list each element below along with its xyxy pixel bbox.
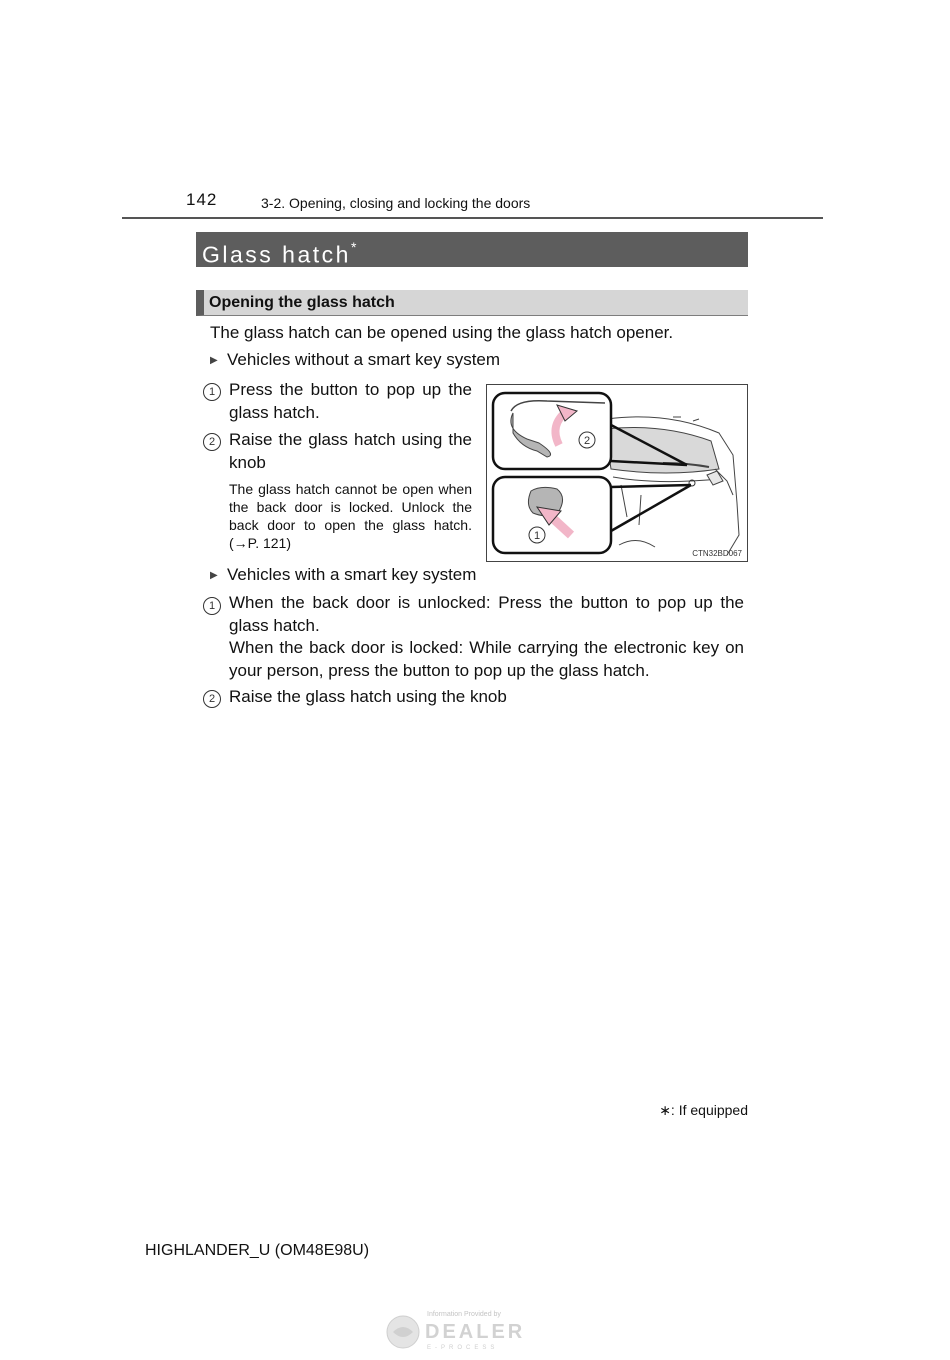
locked-note: The glass hatch cannot be open when the back door is locked. Unlock the back door to open the glass hatch. (→P. 121) <box>229 481 472 551</box>
watermark-small-text: Information Provided by <box>427 1311 501 1318</box>
page-title <box>196 232 748 267</box>
right-triangle-bullet-icon: ▶ <box>210 354 218 366</box>
intro-text: The glass hatch can be opened using the glass hatch opener. <box>210 323 674 342</box>
watermark-brand: DEALER <box>425 1321 526 1343</box>
equipped-asterisk: * <box>350 239 357 255</box>
glass-hatch-illustration <box>486 384 748 562</box>
step-number-1: 1 <box>203 597 221 615</box>
step-number-2: 2 <box>203 433 221 451</box>
smart-key-step-2: Raise the glass hatch using the knob <box>229 687 507 706</box>
model-code: HIGHLANDER_U (OM48E98U) <box>145 1242 370 1259</box>
watermark-sub: E-PROCESS <box>427 1345 499 1351</box>
footnote: ∗: If equipped <box>659 1102 748 1118</box>
dealer-watermark-logo <box>385 1308 555 1352</box>
subsection-with-smart-key <box>210 565 476 585</box>
subsection-without-smart-key <box>210 350 500 370</box>
page-title-text: Glass hatch <box>202 241 351 268</box>
subsection-heading: Vehicles without a smart key system <box>227 350 501 369</box>
locked-instruction: When the back door is locked: While carrying the electronic key on your person, press the button to pop up the glass hatch. <box>229 638 744 680</box>
section-heading: Opening the glass hatch <box>196 290 748 316</box>
right-triangle-bullet-icon: ▶ <box>210 569 218 581</box>
step-2-text: Raise the glass hatch using the knob <box>229 430 472 472</box>
smart-key-step-1 <box>229 592 744 682</box>
step-number-2: 2 <box>203 690 221 708</box>
page-number: 142 <box>186 190 218 209</box>
breadcrumb: 3-2. Opening, closing and locking the doors <box>261 195 531 211</box>
step-1-text: Press the button to pop up the glass hatch. <box>229 380 472 422</box>
unlocked-instruction: When the back door is unlocked: Press the button to pop up the glass hatch. <box>229 593 744 635</box>
header-divider <box>122 217 823 219</box>
step-number-1: 1 <box>203 383 221 401</box>
figure-code: CTN32BD067 <box>692 549 742 558</box>
callout-2-label: 2 <box>583 435 591 447</box>
callout-1-label: 1 <box>533 530 541 542</box>
rear-hatch-diagram <box>487 385 747 561</box>
subsection-heading: Vehicles with a smart key system <box>227 565 477 584</box>
